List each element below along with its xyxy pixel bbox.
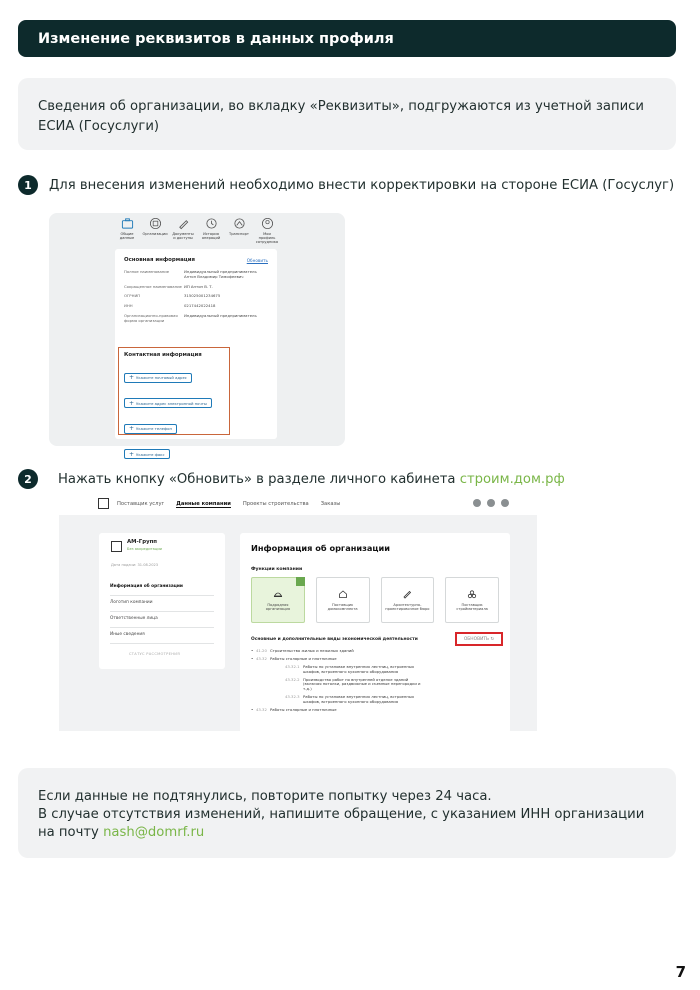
cabinet-screenshot <box>59 493 537 731</box>
list-item: • 41.20 Строительство жилых и нежилых зданий <box>251 648 354 653</box>
function-architecture[interactable]: Архитектурно-проектировочное бюро <box>381 577 435 623</box>
intro-card <box>18 78 676 150</box>
page-number: 7 <box>675 963 686 981</box>
step-2-text: Нажать кнопку «Обновить» в разделе личного кабинета строим.дом.рф <box>58 471 565 487</box>
check-icon <box>296 577 305 586</box>
review-status-link[interactable]: СТАТУС РАССМОТРЕНИЯ <box>129 652 180 656</box>
profile-icon[interactable] <box>501 499 509 507</box>
list-item: • 43.32 Работы столярные и плотничные <box>251 656 337 662</box>
function-house-kit[interactable]: Поставщик домокомплекта <box>316 577 370 623</box>
transport-icon <box>233 217 246 230</box>
note-line-3: на почту nash@domrf.ru <box>38 825 205 840</box>
main-info-title: Основная информация <box>124 257 196 263</box>
pencil-icon <box>402 589 412 599</box>
esia-tabs <box>115 217 279 244</box>
plus-icon: + <box>129 374 135 381</box>
info-row: ОГРНИП 315025001234675 <box>124 293 221 299</box>
company-menu <box>110 580 214 644</box>
info-row: Полное наименование Индивидуальный предприниматель Антон Владимир Тимофеевич <box>124 269 257 279</box>
briefcase-icon <box>121 217 134 230</box>
menu-other[interactable]: Иные сведения <box>110 628 214 644</box>
building-icon <box>149 217 162 230</box>
function-materials[interactable]: Поставщик стройматериала <box>445 577 499 623</box>
list-item: • 43.32 Работы столярные и плотничные <box>251 706 337 712</box>
contact-info-section <box>118 347 230 458</box>
function-contractor[interactable]: Подрядная организация <box>251 577 305 623</box>
section-header <box>18 20 676 57</box>
house-icon <box>338 589 348 599</box>
nav-company-data[interactable]: Данные компании <box>176 500 231 507</box>
step-number-2: 2 <box>18 469 38 489</box>
info-row: ИНН 0217442022418 <box>124 303 216 309</box>
functions-title: Функции компании <box>251 567 303 572</box>
update-link[interactable]: Обновить <box>246 257 268 263</box>
submission-date: Дата подачи: 31.08.2023 <box>111 563 159 567</box>
tab-history: История операций <box>199 217 223 244</box>
main-info-card <box>115 249 277 458</box>
list-item: 43.32.3 Работы по установке внутренних лестниц, встроенных шкафов, встроенного кухонного оборудования <box>285 694 415 704</box>
tab-transport: Транспорт <box>227 217 251 244</box>
add-fax-button[interactable]: + Укажите факс <box>124 449 170 459</box>
update-button[interactable]: ОБНОВИТЬ ↻ <box>455 632 503 646</box>
okved-title: Основные и дополнительные виды экономической деятельности <box>251 636 418 642</box>
add-email-button[interactable]: + Укажите адрес электронной почты <box>124 398 212 408</box>
info-row: Организационно-правовая форма организации Индивидуальный предприниматель <box>124 312 257 323</box>
help-icon[interactable] <box>487 499 495 507</box>
info-row: Сокращенное наименование ИП Антон В. Т. <box>124 283 213 289</box>
nav-projects[interactable]: Проекты строительства <box>242 500 309 507</box>
bell-icon[interactable] <box>473 499 481 507</box>
step-2 <box>18 469 565 489</box>
menu-responsible[interactable]: Ответственные лица <box>110 612 214 628</box>
nav-supplier[interactable]: Поставщик услуг <box>117 500 165 507</box>
list-item: 43.32.1 Работы по установке внутренних лестниц, встроенных шкафов, встроенного кухонного оборудования <box>285 664 415 674</box>
add-postal-address-button[interactable]: + Укажите почтовый адрес <box>124 373 192 383</box>
note-line-1: Если данные не подтянулись, повторите попытку через 24 часа. <box>38 789 492 804</box>
step-number-1: 1 <box>18 175 38 195</box>
menu-logo[interactable]: Логотип компании <box>110 596 214 612</box>
email-link[interactable]: nash@domrf.ru <box>103 825 205 840</box>
menu-org-info[interactable]: Информация об организации <box>110 580 214 596</box>
org-info-title: Информация об организации <box>251 543 390 553</box>
note-line-2: В случае отсутствия изменений, напишите обращение, с указанием ИНН организации <box>38 807 645 822</box>
history-icon <box>205 217 218 230</box>
cabinet-nav <box>59 493 537 515</box>
user-icon <box>261 217 274 230</box>
materials-icon <box>467 589 477 599</box>
tab-general: Общие данные <box>115 217 139 244</box>
company-avatar <box>111 541 122 552</box>
logo-icon <box>98 498 109 509</box>
section-title: Изменение реквизитов в данных профиля <box>38 30 394 47</box>
note-card <box>18 768 676 858</box>
functions-list <box>251 577 499 623</box>
esia-screenshot <box>49 213 345 458</box>
intro-text: Сведения об организации, во вкладку «Реквизиты», подгружаются из учетной записи ЕСИА (Госуслуги) <box>38 99 644 134</box>
tab-orgs: Организации <box>143 217 167 244</box>
org-info-panel <box>240 533 510 733</box>
contact-info-title: Контактная информация <box>124 352 202 358</box>
okved-list <box>251 649 499 712</box>
step-1-text: Для внесения изменений необходимо внести корректировки на стороне ЕСИА (Госуслуг) <box>49 177 675 193</box>
nav-orders[interactable]: Заказы <box>320 500 341 507</box>
company-name: АМ-Групп <box>127 539 158 545</box>
company-sidebar <box>99 533 225 669</box>
tab-documents: Документы и доступы <box>171 217 195 244</box>
plus-icon: + <box>129 399 135 407</box>
pen-icon <box>177 217 190 230</box>
tab-employee: Мои профиль сотрудника <box>255 217 279 244</box>
list-item: 43.32.2 Производство работ по внутренней отделке зданий (включая потолки, раздвижные и съемные перегородки и т.д.) <box>285 676 421 692</box>
plus-icon: + <box>129 425 135 432</box>
add-phone-button[interactable]: + Укажите телефон <box>124 424 177 434</box>
plus-icon: + <box>129 450 135 458</box>
step-1 <box>18 175 674 195</box>
accreditation-status: Без аккредитации <box>127 547 162 551</box>
helmet-icon <box>273 589 283 599</box>
stroim-link[interactable]: строим.дом.рф <box>459 471 565 487</box>
refresh-icon: ↻ <box>490 636 495 642</box>
